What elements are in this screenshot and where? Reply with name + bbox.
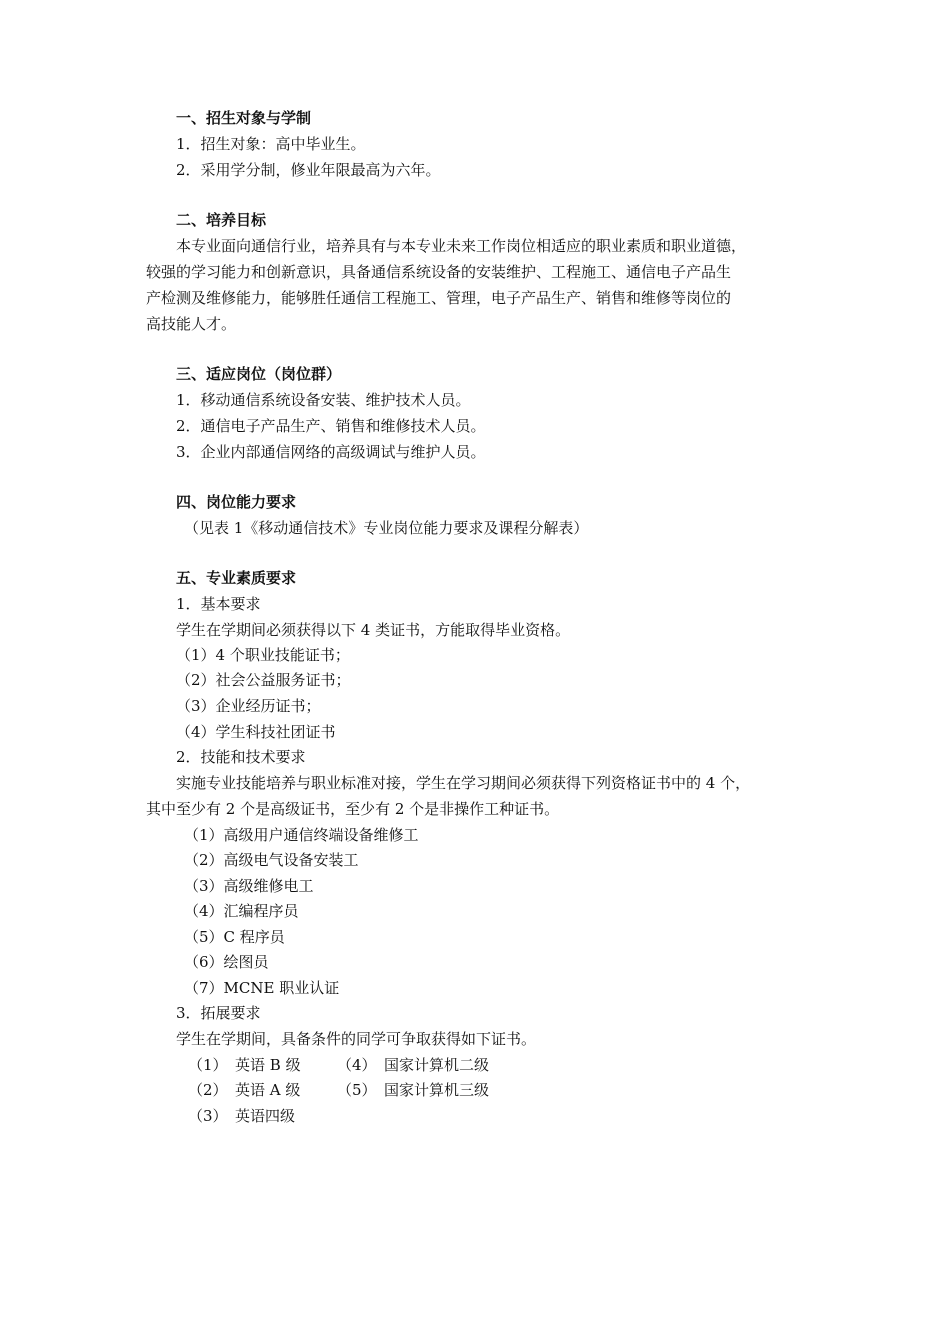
list-item: （4）学生科技社团证书 — [176, 723, 336, 741]
list-item: （7）MCNE 职业认证 — [184, 979, 340, 997]
paragraph-line: 高技能人才。 — [146, 315, 237, 333]
list-item: （2） 英语 A 级 — [188, 1081, 301, 1099]
subsection-title: 1．基本要求 — [176, 595, 261, 613]
paragraph-line: 本专业面向通信行业，培养具有与本专业未来工作岗位相适应的职业素质和职业道德， — [176, 237, 747, 255]
paragraph-line: 较强的学习能力和创新意识，具备通信系统设备的安装维护、工程施工、通信电子产品生 — [146, 263, 732, 281]
subsection-title: 2．技能和技术要求 — [176, 748, 306, 766]
section-heading-5: 五、专业素质要求 — [176, 569, 297, 587]
list-item: （4）汇编程序员 — [184, 902, 299, 920]
paragraph-line: 学生在学期间必须获得以下 4 类证书，方能取得毕业资格。 — [176, 621, 571, 639]
section-heading-4: 四、岗位能力要求 — [176, 493, 297, 511]
list-item: （3）高级维修电工 — [184, 877, 314, 895]
list-item: （3）企业经历证书； — [176, 697, 321, 715]
list-item: 1．移动通信系统设备安装、维护技术人员。 — [176, 391, 471, 409]
list-item: 3．企业内部通信网络的高级调试与维护人员。 — [176, 443, 486, 461]
list-item: （4） 国家计算机二级 — [337, 1056, 490, 1074]
paragraph-line: 学生在学期间，具备条件的同学可争取获得如下证书。 — [176, 1030, 537, 1048]
list-item: 2．通信电子产品生产、销售和维修技术人员。 — [176, 417, 486, 435]
section-heading-1: 一、招生对象与学制 — [176, 109, 312, 127]
list-item: （6）绘图员 — [184, 953, 269, 971]
list-item: 1．招生对象：高中毕业生。 — [176, 135, 366, 153]
list-item: （5）C 程序员 — [184, 928, 285, 946]
list-item: （2）社会公益服务证书； — [176, 671, 351, 689]
list-item: 2．采用学分制，修业年限最高为六年。 — [176, 161, 441, 179]
list-item: （1）高级用户通信终端设备维修工 — [184, 826, 419, 844]
paragraph-line: 产检测及维修能力，能够胜任通信工程施工、管理，电子产品生产、销售和维修等岗位的 — [146, 289, 732, 307]
section-heading-3: 三、适应岗位（岗位群） — [176, 365, 342, 383]
table-reference-note: （见表 1《移动通信技术》专业岗位能力要求及课程分解表） — [184, 519, 589, 537]
section-heading-2: 二、培养目标 — [176, 211, 267, 229]
list-item: （5） 国家计算机三级 — [337, 1081, 490, 1099]
paragraph-line: 实施专业技能培养与职业标准对接，学生在学习期间必须获得下列资格证书中的 4 个， — [176, 774, 751, 792]
subsection-title: 3．拓展要求 — [176, 1004, 261, 1022]
paragraph-line: 其中至少有 2 个是高级证书，至少有 2 个是非操作工种证书。 — [146, 800, 560, 818]
list-item: （1） 英语 B 级 — [188, 1056, 301, 1074]
list-item: （1）4 个职业技能证书； — [176, 646, 350, 664]
list-item: （3） 英语四级 — [188, 1107, 296, 1125]
list-item: （2）高级电气设备安装工 — [184, 851, 359, 869]
